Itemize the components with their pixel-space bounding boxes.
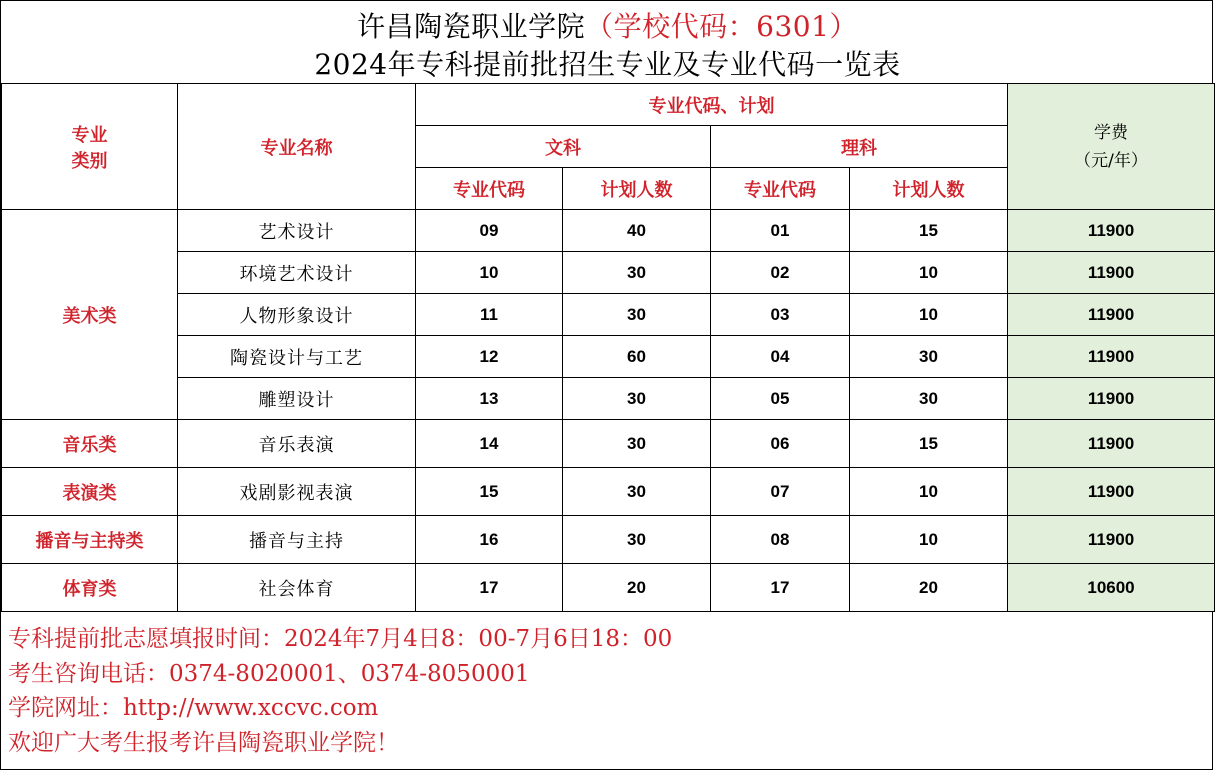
category-cell: 美术类 xyxy=(2,210,178,420)
table-row xyxy=(2,252,1215,294)
tuition-cell: 11900 xyxy=(1008,516,1215,564)
table-row xyxy=(2,294,1215,336)
header-major-name: 专业名称 xyxy=(178,84,416,210)
header-code-plan: 专业代码、计划 xyxy=(416,84,1008,126)
major-name-cell: 陶瓷设计与工艺 xyxy=(178,336,416,378)
arts-plan-cell: 30 xyxy=(563,468,711,516)
header-category-line2: 类别 xyxy=(71,150,108,172)
science-code-cell: 17 xyxy=(711,564,850,612)
table-row xyxy=(2,336,1215,378)
science-plan-cell: 20 xyxy=(850,564,1008,612)
page-subtitle: 2024年专科提前批招生专业及专业代码一览表 xyxy=(314,48,901,81)
category-cell: 表演类 xyxy=(2,468,178,516)
science-code-cell: 05 xyxy=(711,378,850,420)
science-plan-cell: 15 xyxy=(850,210,1008,252)
major-name-cell: 音乐表演 xyxy=(178,420,416,468)
science-plan-cell: 30 xyxy=(850,378,1008,420)
header-tuition xyxy=(1008,84,1215,210)
science-code-cell: 07 xyxy=(711,468,850,516)
arts-plan-cell: 60 xyxy=(563,336,711,378)
school-code: （学校代码：6301） xyxy=(585,10,858,43)
tuition-cell: 11900 xyxy=(1008,336,1215,378)
arts-plan-cell: 30 xyxy=(563,294,711,336)
header-science: 理科 xyxy=(711,126,1008,168)
major-name-cell: 播音与主持 xyxy=(178,516,416,564)
header-tuition-line2: （元/年） xyxy=(1074,150,1148,171)
tuition-cell: 11900 xyxy=(1008,378,1215,420)
arts-plan-cell: 30 xyxy=(563,516,711,564)
science-plan-cell: 10 xyxy=(850,294,1008,336)
science-plan-cell: 10 xyxy=(850,252,1008,294)
tuition-cell: 11900 xyxy=(1008,468,1215,516)
contact-phone-note: 考生咨询电话：0374-8020001、0374-8050001 xyxy=(8,660,530,687)
table-row xyxy=(2,516,1215,564)
science-plan-cell: 10 xyxy=(850,516,1008,564)
category-cell: 播音与主持类 xyxy=(2,516,178,564)
table-row xyxy=(2,468,1215,516)
arts-code-cell: 11 xyxy=(416,294,563,336)
major-code-table xyxy=(1,83,1215,612)
science-code-cell: 02 xyxy=(711,252,850,294)
major-name-cell: 环境艺术设计 xyxy=(178,252,416,294)
major-name-cell: 雕塑设计 xyxy=(178,378,416,420)
header-category-line1: 专业 xyxy=(71,124,108,146)
table-row xyxy=(2,378,1215,420)
science-plan-cell: 10 xyxy=(850,468,1008,516)
website-note: 学院网址：http://www.xccvc.com xyxy=(8,695,379,721)
header-science-plan: 计划人数 xyxy=(850,168,1008,210)
tuition-cell: 11900 xyxy=(1008,252,1215,294)
arts-code-cell: 17 xyxy=(416,564,563,612)
header-arts-plan: 计划人数 xyxy=(563,168,711,210)
notes-block xyxy=(8,622,1208,760)
arts-code-cell: 14 xyxy=(416,420,563,468)
arts-plan-cell: 20 xyxy=(563,564,711,612)
header-science-code: 专业代码 xyxy=(711,168,850,210)
arts-plan-cell: 40 xyxy=(563,210,711,252)
major-name-cell: 社会体育 xyxy=(178,564,416,612)
tuition-cell: 10600 xyxy=(1008,564,1215,612)
header-arts-code: 专业代码 xyxy=(416,168,563,210)
major-name-cell: 艺术设计 xyxy=(178,210,416,252)
major-name-cell: 人物形象设计 xyxy=(178,294,416,336)
arts-code-cell: 16 xyxy=(416,516,563,564)
arts-code-cell: 15 xyxy=(416,468,563,516)
title-block xyxy=(1,1,1214,83)
page-title xyxy=(1,5,1214,45)
science-plan-cell: 15 xyxy=(850,420,1008,468)
category-cell: 体育类 xyxy=(2,564,178,612)
header-category xyxy=(2,84,178,210)
science-plan-cell: 30 xyxy=(850,336,1008,378)
category-cell: 音乐类 xyxy=(2,420,178,468)
header-tuition-line1: 学费 xyxy=(1094,122,1128,143)
application-time-note: 专科提前批志愿填报时间：2024年7月4日8：00-7月6日18：00 xyxy=(8,626,673,652)
arts-code-cell: 09 xyxy=(416,210,563,252)
tuition-cell: 11900 xyxy=(1008,210,1215,252)
arts-plan-cell: 30 xyxy=(563,378,711,420)
major-name-cell: 戏剧影视表演 xyxy=(178,468,416,516)
arts-plan-cell: 30 xyxy=(563,420,711,468)
arts-code-cell: 10 xyxy=(416,252,563,294)
science-code-cell: 01 xyxy=(711,210,850,252)
science-code-cell: 06 xyxy=(711,420,850,468)
tuition-cell: 11900 xyxy=(1008,420,1215,468)
science-code-cell: 08 xyxy=(711,516,850,564)
science-code-cell: 03 xyxy=(711,294,850,336)
header-arts: 文科 xyxy=(416,126,711,168)
arts-plan-cell: 30 xyxy=(563,252,711,294)
arts-code-cell: 13 xyxy=(416,378,563,420)
school-name: 许昌陶瓷职业学院 xyxy=(357,10,586,43)
science-code-cell: 04 xyxy=(711,336,850,378)
welcome-note: 欢迎广大考生报考许昌陶瓷职业学院！ xyxy=(8,729,399,756)
table-row xyxy=(2,210,1215,252)
arts-code-cell: 12 xyxy=(416,336,563,378)
table-row xyxy=(2,564,1215,612)
table-row xyxy=(2,420,1215,468)
tuition-cell: 11900 xyxy=(1008,294,1215,336)
